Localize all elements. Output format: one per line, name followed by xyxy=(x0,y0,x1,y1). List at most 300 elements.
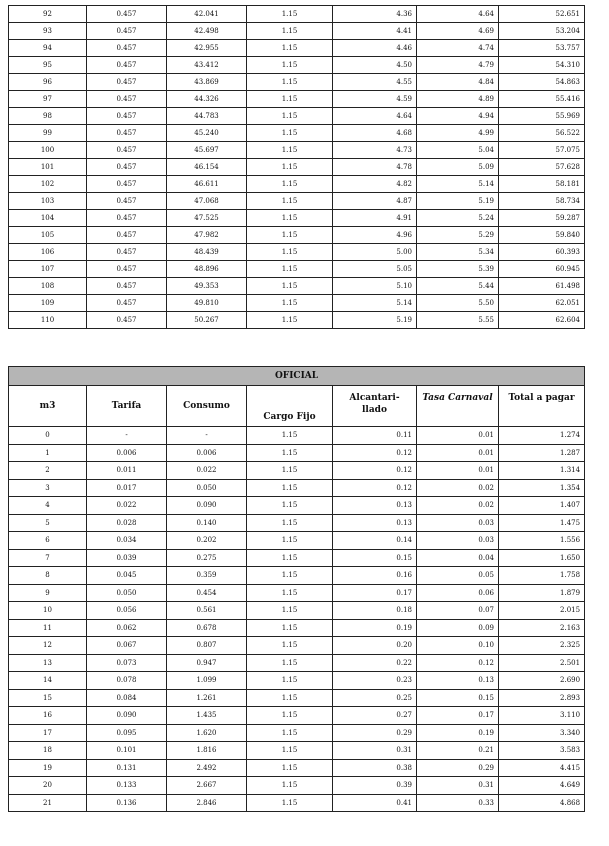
cell-tarifa: 0.039 xyxy=(87,549,167,567)
cell-m3: 92 xyxy=(9,6,87,23)
table-row xyxy=(9,462,585,480)
cell-tasa-carnaval: 0.05 xyxy=(417,567,499,585)
table-row xyxy=(9,57,585,74)
cell-alcantarillado: 0.22 xyxy=(333,654,417,672)
cell-m3: 101 xyxy=(9,159,87,176)
cell-cargo-fijo: 1.15 xyxy=(247,244,333,261)
cell-tarifa: 0.101 xyxy=(87,742,167,760)
cell-cargo-fijo: 1.15 xyxy=(247,312,333,329)
cell-alcantarillado: 0.41 xyxy=(333,794,417,812)
oficial-table-body xyxy=(9,427,585,812)
cell-total-a-pagar: 60.393 xyxy=(499,244,585,261)
cell-m3: 5 xyxy=(9,514,87,532)
cell-cargo-fijo: 1.15 xyxy=(247,724,333,742)
cell-tasa-carnaval: 0.09 xyxy=(417,619,499,637)
cell-total-a-pagar: 58.734 xyxy=(499,193,585,210)
cell-total-a-pagar: 3.340 xyxy=(499,724,585,742)
cell-cargo-fijo: 1.15 xyxy=(247,549,333,567)
cell-tasa-carnaval: 0.10 xyxy=(417,637,499,655)
cell-tasa-carnaval: 0.03 xyxy=(417,514,499,532)
cell-tarifa: 0.457 xyxy=(87,142,167,159)
cell-consumo: 47.068 xyxy=(167,193,247,210)
cell-tasa-carnaval: 0.31 xyxy=(417,777,499,795)
table-row xyxy=(9,777,585,795)
cell-tasa-carnaval: 5.50 xyxy=(417,295,499,312)
cell-m3: 7 xyxy=(9,549,87,567)
cell-total-a-pagar: 1.314 xyxy=(499,462,585,480)
cell-tarifa: 0.457 xyxy=(87,312,167,329)
cell-alcantarillado: 5.10 xyxy=(333,278,417,295)
cell-tasa-carnaval: 0.01 xyxy=(417,444,499,462)
cell-cargo-fijo: 1.15 xyxy=(247,193,333,210)
cell-cargo-fijo: 1.15 xyxy=(247,759,333,777)
cell-alcantarillado: 4.46 xyxy=(333,40,417,57)
cell-cargo-fijo: 1.15 xyxy=(247,57,333,74)
cell-tarifa: 0.045 xyxy=(87,567,167,585)
cell-consumo: 0.202 xyxy=(167,532,247,550)
cell-alcantarillado: 0.17 xyxy=(333,584,417,602)
cell-cargo-fijo: 1.15 xyxy=(247,210,333,227)
cell-consumo: 0.022 xyxy=(167,462,247,480)
cell-alcantarillado: 4.73 xyxy=(333,142,417,159)
cell-cargo-fijo: 1.15 xyxy=(247,532,333,550)
cell-tasa-carnaval: 4.79 xyxy=(417,57,499,74)
cell-consumo: - xyxy=(167,427,247,445)
cell-tarifa: 0.056 xyxy=(87,602,167,620)
cell-m3: 110 xyxy=(9,312,87,329)
cell-alcantarillado: 0.11 xyxy=(333,427,417,445)
table-row xyxy=(9,672,585,690)
cell-alcantarillado: 4.55 xyxy=(333,74,417,91)
cell-alcantarillado: 4.87 xyxy=(333,193,417,210)
cell-total-a-pagar: 62.604 xyxy=(499,312,585,329)
cell-alcantarillado: 0.27 xyxy=(333,707,417,725)
cell-alcantarillado: 0.29 xyxy=(333,724,417,742)
cell-cargo-fijo: 1.15 xyxy=(247,689,333,707)
cell-m3: 10 xyxy=(9,602,87,620)
cell-consumo: 0.678 xyxy=(167,619,247,637)
cell-tasa-carnaval: 0.03 xyxy=(417,532,499,550)
cell-cargo-fijo: 1.15 xyxy=(247,567,333,585)
header-total-a-pagar: Total a pagar xyxy=(499,386,585,427)
cell-tasa-carnaval: 5.24 xyxy=(417,210,499,227)
cell-tarifa: 0.011 xyxy=(87,462,167,480)
cell-tarifa: 0.133 xyxy=(87,777,167,795)
cell-consumo: 1.261 xyxy=(167,689,247,707)
table-row xyxy=(9,479,585,497)
header-cargo-fijo: Cargo Fijo xyxy=(247,386,333,427)
cell-m3: 93 xyxy=(9,23,87,40)
cell-tasa-carnaval: 0.33 xyxy=(417,794,499,812)
table-row xyxy=(9,210,585,227)
cell-tarifa: 0.457 xyxy=(87,57,167,74)
table-row xyxy=(9,6,585,23)
cell-m3: 104 xyxy=(9,210,87,227)
cell-alcantarillado: 4.64 xyxy=(333,108,417,125)
cell-total-a-pagar: 59.287 xyxy=(499,210,585,227)
cell-total-a-pagar: 60.945 xyxy=(499,261,585,278)
cell-consumo: 0.050 xyxy=(167,479,247,497)
cell-tarifa: 0.457 xyxy=(87,261,167,278)
cell-total-a-pagar: 53.204 xyxy=(499,23,585,40)
cell-m3: 19 xyxy=(9,759,87,777)
cell-alcantarillado: 0.13 xyxy=(333,497,417,515)
cell-m3: 17 xyxy=(9,724,87,742)
cell-consumo: 45.697 xyxy=(167,142,247,159)
cell-consumo: 42.041 xyxy=(167,6,247,23)
cell-m3: 105 xyxy=(9,227,87,244)
header-alcantarillado: Alcantari- llado xyxy=(333,386,417,427)
header-tasa-carnaval: Tasa Carnaval xyxy=(417,386,499,427)
cell-cargo-fijo: 1.15 xyxy=(247,142,333,159)
cell-total-a-pagar: 2.015 xyxy=(499,602,585,620)
cell-total-a-pagar: 54.310 xyxy=(499,57,585,74)
cell-tarifa: 0.050 xyxy=(87,584,167,602)
table-row xyxy=(9,742,585,760)
cell-tarifa: 0.457 xyxy=(87,125,167,142)
cell-tasa-carnaval: 0.29 xyxy=(417,759,499,777)
cell-tasa-carnaval: 5.14 xyxy=(417,176,499,193)
cell-total-a-pagar: 2.163 xyxy=(499,619,585,637)
table-row xyxy=(9,794,585,812)
cell-alcantarillado: 0.31 xyxy=(333,742,417,760)
cell-tarifa: 0.084 xyxy=(87,689,167,707)
cell-cargo-fijo: 1.15 xyxy=(247,176,333,193)
cell-cargo-fijo: 1.15 xyxy=(247,444,333,462)
cell-m3: 11 xyxy=(9,619,87,637)
cell-tasa-carnaval: 0.02 xyxy=(417,497,499,515)
cell-tarifa: 0.457 xyxy=(87,6,167,23)
cell-tasa-carnaval: 0.12 xyxy=(417,654,499,672)
cell-cargo-fijo: 1.15 xyxy=(247,619,333,637)
table-row xyxy=(9,497,585,515)
cell-cargo-fijo: 1.15 xyxy=(247,6,333,23)
table-row xyxy=(9,125,585,142)
cell-total-a-pagar: 54.863 xyxy=(499,74,585,91)
table-row xyxy=(9,176,585,193)
table-row xyxy=(9,427,585,445)
cell-tarifa: 0.028 xyxy=(87,514,167,532)
cell-consumo: 0.140 xyxy=(167,514,247,532)
cell-tarifa: 0.457 xyxy=(87,244,167,261)
cell-m3: 1 xyxy=(9,444,87,462)
cell-m3: 106 xyxy=(9,244,87,261)
cell-total-a-pagar: 56.522 xyxy=(499,125,585,142)
cell-alcantarillado: 0.12 xyxy=(333,479,417,497)
cell-total-a-pagar: 1.354 xyxy=(499,479,585,497)
cell-total-a-pagar: 52.651 xyxy=(499,6,585,23)
cell-tarifa: 0.062 xyxy=(87,619,167,637)
cell-cargo-fijo: 1.15 xyxy=(247,777,333,795)
cell-consumo: 0.006 xyxy=(167,444,247,462)
cell-tasa-carnaval: 4.69 xyxy=(417,23,499,40)
header-consumo: Consumo xyxy=(167,386,247,427)
cell-alcantarillado: 0.38 xyxy=(333,759,417,777)
cell-total-a-pagar: 2.325 xyxy=(499,637,585,655)
cell-tarifa: 0.457 xyxy=(87,40,167,57)
cell-total-a-pagar: 1.556 xyxy=(499,532,585,550)
cell-m3: 14 xyxy=(9,672,87,690)
cell-alcantarillado: 5.19 xyxy=(333,312,417,329)
cell-consumo: 49.810 xyxy=(167,295,247,312)
cell-m3: 2 xyxy=(9,462,87,480)
table-row xyxy=(9,549,585,567)
cell-total-a-pagar: 1.650 xyxy=(499,549,585,567)
cell-tasa-carnaval: 4.99 xyxy=(417,125,499,142)
cell-tasa-carnaval: 0.01 xyxy=(417,462,499,480)
cell-alcantarillado: 5.05 xyxy=(333,261,417,278)
cell-tasa-carnaval: 0.17 xyxy=(417,707,499,725)
cell-alcantarillado: 4.36 xyxy=(333,6,417,23)
cell-tarifa: 0.073 xyxy=(87,654,167,672)
cell-tasa-carnaval: 5.04 xyxy=(417,142,499,159)
cell-total-a-pagar: 61.498 xyxy=(499,278,585,295)
cell-alcantarillado: 4.96 xyxy=(333,227,417,244)
cell-cargo-fijo: 1.15 xyxy=(247,227,333,244)
cell-tarifa: 0.457 xyxy=(87,193,167,210)
cell-tasa-carnaval: 4.84 xyxy=(417,74,499,91)
cell-m3: 16 xyxy=(9,707,87,725)
cell-alcantarillado: 4.91 xyxy=(333,210,417,227)
cell-m3: 102 xyxy=(9,176,87,193)
table-row xyxy=(9,108,585,125)
cell-tarifa: 0.022 xyxy=(87,497,167,515)
cell-m3: 0 xyxy=(9,427,87,445)
table-row xyxy=(9,159,585,176)
cell-tasa-carnaval: 4.74 xyxy=(417,40,499,57)
table-row xyxy=(9,759,585,777)
cell-tasa-carnaval: 0.07 xyxy=(417,602,499,620)
cell-tarifa: 0.034 xyxy=(87,532,167,550)
table-row xyxy=(9,40,585,57)
table-row xyxy=(9,23,585,40)
cell-alcantarillado: 5.00 xyxy=(333,244,417,261)
cell-total-a-pagar: 1.407 xyxy=(499,497,585,515)
cell-tasa-carnaval: 5.19 xyxy=(417,193,499,210)
cell-cargo-fijo: 1.15 xyxy=(247,23,333,40)
cell-tasa-carnaval: 0.15 xyxy=(417,689,499,707)
cell-m3: 9 xyxy=(9,584,87,602)
cell-alcantarillado: 0.12 xyxy=(333,444,417,462)
cell-cargo-fijo: 1.15 xyxy=(247,514,333,532)
cell-cargo-fijo: 1.15 xyxy=(247,159,333,176)
cell-alcantarillado: 0.13 xyxy=(333,514,417,532)
cell-tasa-carnaval: 5.44 xyxy=(417,278,499,295)
cell-m3: 4 xyxy=(9,497,87,515)
cell-tasa-carnaval: 0.13 xyxy=(417,672,499,690)
cell-alcantarillado: 4.78 xyxy=(333,159,417,176)
cell-consumo: 0.275 xyxy=(167,549,247,567)
cell-consumo: 0.561 xyxy=(167,602,247,620)
table-row xyxy=(9,295,585,312)
table-row xyxy=(9,724,585,742)
table-row xyxy=(9,193,585,210)
cell-m3: 12 xyxy=(9,637,87,655)
table-row xyxy=(9,244,585,261)
cell-consumo: 50.267 xyxy=(167,312,247,329)
cell-alcantarillado: 4.82 xyxy=(333,176,417,193)
cell-tasa-carnaval: 0.21 xyxy=(417,742,499,760)
table-row xyxy=(9,619,585,637)
table-row xyxy=(9,444,585,462)
cell-tarifa: - xyxy=(87,427,167,445)
cell-total-a-pagar: 4.649 xyxy=(499,777,585,795)
cell-cargo-fijo: 1.15 xyxy=(247,40,333,57)
cell-tarifa: 0.457 xyxy=(87,295,167,312)
table-row xyxy=(9,514,585,532)
cell-tarifa: 0.136 xyxy=(87,794,167,812)
cell-tarifa: 0.457 xyxy=(87,159,167,176)
cell-tasa-carnaval: 0.19 xyxy=(417,724,499,742)
table-row xyxy=(9,278,585,295)
top-tariff-table xyxy=(8,5,585,329)
cell-total-a-pagar: 1.287 xyxy=(499,444,585,462)
top-table-body xyxy=(9,6,585,329)
cell-m3: 94 xyxy=(9,40,87,57)
cell-cargo-fijo: 1.15 xyxy=(247,74,333,91)
table-row xyxy=(9,707,585,725)
cell-alcantarillado: 0.23 xyxy=(333,672,417,690)
cell-tarifa: 0.457 xyxy=(87,210,167,227)
cell-tasa-carnaval: 5.09 xyxy=(417,159,499,176)
cell-consumo: 47.525 xyxy=(167,210,247,227)
cell-m3: 13 xyxy=(9,654,87,672)
cell-total-a-pagar: 55.969 xyxy=(499,108,585,125)
cell-tarifa: 0.078 xyxy=(87,672,167,690)
cell-total-a-pagar: 58.181 xyxy=(499,176,585,193)
cell-cargo-fijo: 1.15 xyxy=(247,637,333,655)
cell-tarifa: 0.067 xyxy=(87,637,167,655)
cell-consumo: 44.783 xyxy=(167,108,247,125)
cell-tarifa: 0.090 xyxy=(87,707,167,725)
cell-tasa-carnaval: 0.02 xyxy=(417,479,499,497)
cell-tasa-carnaval: 5.39 xyxy=(417,261,499,278)
cell-cargo-fijo: 1.15 xyxy=(247,108,333,125)
table-row xyxy=(9,567,585,585)
cell-total-a-pagar: 1.758 xyxy=(499,567,585,585)
cell-consumo: 2.492 xyxy=(167,759,247,777)
table-row xyxy=(9,261,585,278)
cell-cargo-fijo: 1.15 xyxy=(247,295,333,312)
cell-consumo: 0.947 xyxy=(167,654,247,672)
cell-consumo: 49.353 xyxy=(167,278,247,295)
cell-alcantarillado: 0.12 xyxy=(333,462,417,480)
cell-consumo: 1.816 xyxy=(167,742,247,760)
oficial-tariff-table xyxy=(8,366,585,812)
cell-cargo-fijo: 1.15 xyxy=(247,91,333,108)
cell-alcantarillado: 5.14 xyxy=(333,295,417,312)
cell-alcantarillado: 0.39 xyxy=(333,777,417,795)
table-row xyxy=(9,227,585,244)
cell-cargo-fijo: 1.15 xyxy=(247,278,333,295)
cell-consumo: 43.869 xyxy=(167,74,247,91)
cell-alcantarillado: 0.15 xyxy=(333,549,417,567)
cell-total-a-pagar: 53.757 xyxy=(499,40,585,57)
cell-tarifa: 0.457 xyxy=(87,176,167,193)
cell-alcantarillado: 0.14 xyxy=(333,532,417,550)
cell-m3: 15 xyxy=(9,689,87,707)
cell-m3: 107 xyxy=(9,261,87,278)
table-row xyxy=(9,74,585,91)
cell-tasa-carnaval: 4.94 xyxy=(417,108,499,125)
cell-consumo: 0.090 xyxy=(167,497,247,515)
cell-total-a-pagar: 59.840 xyxy=(499,227,585,244)
cell-m3: 95 xyxy=(9,57,87,74)
cell-consumo: 1.099 xyxy=(167,672,247,690)
cell-m3: 8 xyxy=(9,567,87,585)
cell-cargo-fijo: 1.15 xyxy=(247,794,333,812)
cell-m3: 97 xyxy=(9,91,87,108)
cell-m3: 18 xyxy=(9,742,87,760)
cell-consumo: 1.620 xyxy=(167,724,247,742)
cell-consumo: 0.359 xyxy=(167,567,247,585)
cell-alcantarillado: 4.68 xyxy=(333,125,417,142)
cell-consumo: 0.807 xyxy=(167,637,247,655)
cell-tarifa: 0.095 xyxy=(87,724,167,742)
cell-cargo-fijo: 1.15 xyxy=(247,584,333,602)
cell-alcantarillado: 0.25 xyxy=(333,689,417,707)
cell-cargo-fijo: 1.15 xyxy=(247,462,333,480)
cell-consumo: 47.982 xyxy=(167,227,247,244)
cell-m3: 99 xyxy=(9,125,87,142)
cell-total-a-pagar: 1.879 xyxy=(499,584,585,602)
cell-cargo-fijo: 1.15 xyxy=(247,125,333,142)
cell-alcantarillado: 4.41 xyxy=(333,23,417,40)
cell-m3: 3 xyxy=(9,479,87,497)
cell-tasa-carnaval: 5.55 xyxy=(417,312,499,329)
cell-cargo-fijo: 1.15 xyxy=(247,427,333,445)
cell-cargo-fijo: 1.15 xyxy=(247,261,333,278)
cell-alcantarillado: 0.16 xyxy=(333,567,417,585)
cell-alcantarillado: 4.50 xyxy=(333,57,417,74)
cell-total-a-pagar: 1.475 xyxy=(499,514,585,532)
cell-cargo-fijo: 1.15 xyxy=(247,742,333,760)
cell-tasa-carnaval: 0.01 xyxy=(417,427,499,445)
cell-tarifa: 0.017 xyxy=(87,479,167,497)
table-row xyxy=(9,584,585,602)
cell-alcantarillado: 0.20 xyxy=(333,637,417,655)
cell-cargo-fijo: 1.15 xyxy=(247,672,333,690)
table-row xyxy=(9,91,585,108)
cell-tarifa: 0.457 xyxy=(87,278,167,295)
header-tarifa: Tarifa xyxy=(87,386,167,427)
oficial-table-title: OFICIAL xyxy=(9,367,585,386)
cell-tarifa: 0.457 xyxy=(87,227,167,244)
cell-cargo-fijo: 1.15 xyxy=(247,602,333,620)
cell-m3: 6 xyxy=(9,532,87,550)
cell-total-a-pagar: 2.690 xyxy=(499,672,585,690)
cell-consumo: 1.435 xyxy=(167,707,247,725)
cell-m3: 108 xyxy=(9,278,87,295)
cell-total-a-pagar: 4.868 xyxy=(499,794,585,812)
cell-cargo-fijo: 1.15 xyxy=(247,497,333,515)
table-row xyxy=(9,312,585,329)
cell-alcantarillado: 4.59 xyxy=(333,91,417,108)
table-row xyxy=(9,689,585,707)
cell-consumo: 45.240 xyxy=(167,125,247,142)
header-m3: m3 xyxy=(9,386,87,427)
cell-total-a-pagar: 1.274 xyxy=(499,427,585,445)
cell-cargo-fijo: 1.15 xyxy=(247,707,333,725)
cell-alcantarillado: 0.18 xyxy=(333,602,417,620)
cell-tarifa: 0.131 xyxy=(87,759,167,777)
cell-consumo: 44.326 xyxy=(167,91,247,108)
cell-m3: 109 xyxy=(9,295,87,312)
cell-m3: 21 xyxy=(9,794,87,812)
cell-tarifa: 0.457 xyxy=(87,74,167,91)
cell-tarifa: 0.457 xyxy=(87,23,167,40)
cell-consumo: 42.498 xyxy=(167,23,247,40)
